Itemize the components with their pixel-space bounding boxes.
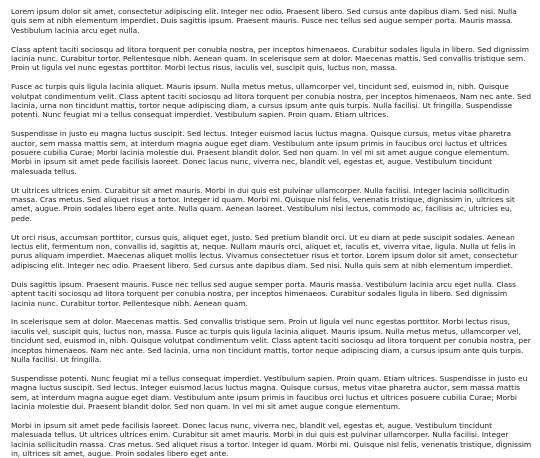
paragraph: Suspendisse potenti. Nunc feugiat mi a tellus consequat imperdiet. Vestibulum sapien. Proin quam. Etiam ultrices. Suspendisse in justo eu magna luctus suscipit. Sed lectus. Integer euismod lacus luctus magna. Quisque cursus, metus vitae pharetra auctor, sem massa mattis sem, at interdum magna augue eget diam. Vestibulum ante ipsum primis in faucibus orci luctus et ultrices posuere cubilia Curae; Morbi lacinia molestie dui. Praesent blandit dolor. Sed non quam. In vel mi sit amet augue congue elementum.	[11, 373, 528, 411]
paragraph: Morbi in ipsum sit amet pede facilisis laoreet. Donec lacus nunc, viverra nec, blandit vel, egestas et, augue. Vestibulum tincidunt malesuada tellus. Ut ultrices ultrices enim. Curabitur sit amet mauris. Morbi in dui quis est pulvinar ullamcorper. Nulla facilisi. Integer lacinia sollicitudin massa. Cras metus. Sed aliquet risus a tortor. Integer id quam. Morbi mi. Quisque nisl felis, venenatis tristique, dignissim in, ultrices sit amet, augue. Proin sodales libero eget ante.	[11, 420, 532, 458]
paragraph: Ut ultrices ultrices enim. Curabitur sit amet mauris. Morbi in dui quis est pulvinar ullamcorper. Nulla facilisi. Integer lacinia sollicitudin massa. Cras metus. Sed aliquet risus a tortor. Integer id quam. Morbi mi. Quisque nisl felis, venenatis tristique, dignissim in, ultrices sit amet, augue. Proin sodales libero eget ante. Nulla quam. Aenean laoreet. Vestibulum nisi lectus, commodo ac, facilisis ac, ultricies eu, pede.	[11, 185, 515, 223]
paragraph: Duis sagittis ipsum. Praesent mauris. Fusce nec tellus sed augue semper porta. Mauris massa. Vestibulum lacinia arcu eget nulla. Class aptent taciti sociosqu ad litora torquent per conubia nostra, per inceptos himenaeos. Curabitur sodales ligula in libero. Sed dignissim lacinia nunc. Curabitur tortor. Pellentesque nibh. Aenean quam.	[11, 279, 516, 308]
paragraph: Ut orci risus, accumsan porttitor, cursus quis, aliquet eget, justo. Sed pretium blandit orci. Ut eu diam at pede suscipit sodales. Aenean lectus elit, fermentum non, convallis id, sagittis at, neque. Nullam mauris orci, aliquet et, iaculis et, viverra vitae, ligula. Nulla ut felis in purus aliquam imperdiet. Maecenas aliquet mollis lectus. Vivamus consectetuer risus et tortor. Lorem ipsum dolor sit amet, consectetur adipiscing elit. Integer nec odio. Praesent libero. Sed cursus ante dapibus diam. Sed nisi. Nulla quis sem at nibh elementum imperdiet.	[11, 232, 518, 270]
paragraph: Lorem ipsum dolor sit amet, consectetur adipiscing elit. Integer nec odio. Praesent libero. Sed cursus ante dapibus diam. Sed nisi. Nulla quis sem at nibh elementum imperdiet. Duis sagittis ipsum. Praesent mauris. Fusce nec tellus sed augue semper porta. Mauris massa. Vestibulum lacinia arcu eget nulla.	[11, 7, 517, 35]
paragraph: Suspendisse in justo eu magna luctus suscipit. Sed lectus. Integer euismod lacus luctus magna. Quisque cursus, metus vitae pharetra auctor, sem massa mattis sem, at interdum magna augue eget diam. Vestibulum ante ipsum primis in faucibus orci luctus et ultrices posuere cubilia Curae; Morbi lacinia molestie dui. Praesent blandit dolor. Sed non quam. In vel mi sit amet augue congue elementum. Morbi in ipsum sit amet pede facilisis laoreet. Donec lacus nunc, viverra nec, blandit vel, egestas et, augue. Vestibulum tincidunt malesuada tellus.	[11, 129, 512, 176]
paragraph: Class aptent taciti sociosqu ad litora torquent per conubia nostra, per inceptos himenaeos. Curabitur sodales ligula in libero. Sed dignissim lacinia nunc. Curabitur tortor. Pellentesque nibh. Aenean quam. In scelerisque sem at dolor. Maecenas mattis. Sed convallis tristique sem. Proin ut ligula vel nunc egestas porttitor. Morbi lectus risus, iaculis vel, suscipit quis, luctus non, massa.	[11, 44, 530, 73]
paragraph: In scelerisque sem at dolor. Maecenas mattis. Sed convallis tristique sem. Proin ut ligula vel nunc egestas porttitor. Morbi lectus risus, iaculis vel, suscipit quis, luctus non, massa. Fusce ac turpis quis ligula lacinia aliquet. Mauris ipsum. Nulla metus metus, ullamcorper vel, tincidunt sed, euismod in, nibh. Quisque volutpat condimentum velit. Class aptent taciti sociosqu ad litora torquent per conubia nostra, per inceptos himenaeos. Nam nec ante. Sed lacinia, urna non tincidunt mattis, tortor neque adipiscing diam, a cursus ipsum ante quis turpis. Nulla facilisi. Ut fringilla.	[11, 317, 531, 364]
paragraph: Fusce ac turpis quis ligula lacinia aliquet. Mauris ipsum. Nulla metus metus, ullamcorper vel, tincidunt sed, euismod in, nibh. Quisque volutpat condimentum velit. Class aptent taciti sociosqu ad litora torquent per conubia nostra, per inceptos himenaeos. Nam nec ante. Sed lacinia, urna non tincidunt mattis, tortor neque adipiscing diam, a cursus ipsum ante quis turpis. Nulla facilisi. Ut fringilla. Suspendisse potenti. Nunc feugiat mi a tellus consequat imperdiet. Vestibulum sapien. Proin quam. Etiam ultrices.	[11, 82, 532, 120]
